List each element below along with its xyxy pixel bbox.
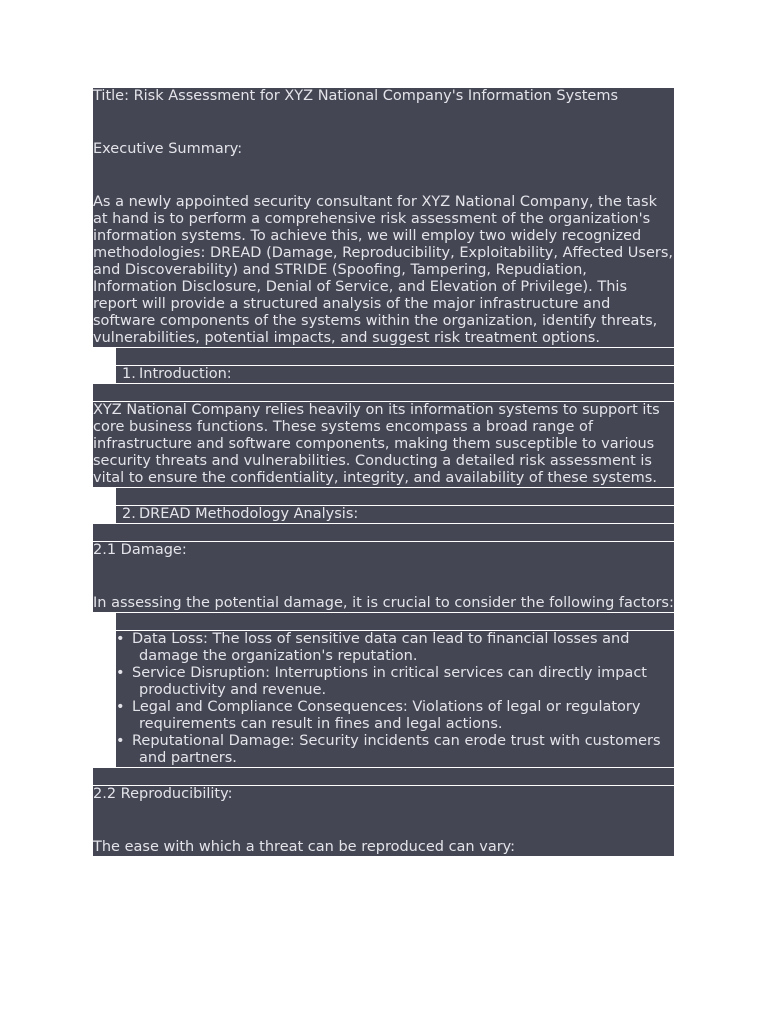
section-2-number: 2. — [122, 506, 136, 522]
subsection-2-1-text: In assessing the potential damage, it is crucial to consider the following factors: — [93, 595, 674, 611]
section-1-title: Introduction: — [139, 366, 232, 382]
executive-summary-heading: Executive Summary: — [93, 141, 243, 157]
section-1-number: 1. — [122, 366, 136, 382]
subsection-2-1-block — [93, 542, 674, 613]
spacer-block — [93, 384, 674, 402]
list-item: • Reputational Damage: Security incidents can erode trust with customers and partners. — [116, 733, 661, 766]
list-item: • Service Disruption: Interruptions in critical services can directly impact productivity and revenue. — [116, 665, 647, 698]
document-page — [93, 88, 674, 856]
list-item: • Data Loss: The loss of sensitive data can lead to financial losses and damage the organization's reputation. — [116, 631, 630, 664]
spacer-block — [116, 488, 674, 506]
subsection-2-1-heading: 2.1 Damage: — [93, 542, 187, 558]
section-2-title: DREAD Methodology Analysis: — [139, 506, 359, 522]
spacer-block — [116, 348, 674, 366]
document-title: Title: Risk Assessment for XYZ National Company's Information Systems — [93, 88, 619, 104]
damage-factors-list-block — [116, 631, 674, 768]
damage-factors-list — [116, 631, 674, 767]
section-1-heading — [116, 366, 674, 384]
subsection-2-2-heading: 2.2 Reproducibility: — [93, 786, 233, 802]
spacer-block — [93, 524, 674, 542]
executive-summary-text: As a newly appointed security consultant for XYZ National Company, the task at hand is to perform a comprehensive risk assessment of the organization's information systems. To achieve this, we will employ two widely recognized methodologies: DREAD (Damage, Reproducibility, Exploitability, Affected Users, and Discoverability) and STRIDE (Spoofing, Tampering, Repudiation, Information Disclosure, Denial of Service, and Elevation of Privilege). This report will provide a structured analysis of the major infrastructure and software components of the systems within the organization, identify threats, vulnerabilities, potential impacts, and suggest risk treatment options. — [93, 194, 674, 346]
subsection-2-2-block — [93, 786, 674, 856]
spacer-block — [93, 768, 674, 786]
section-1-text: XYZ National Company relies heavily on its information systems to support its core business functions. These systems encompass a broad range of infrastructure and software components, making them susceptible to various security threats and vulnerabilities. Conducting a detailed risk assessment is vital to ensure the confidentiality, integrity, and availability of these systems. — [93, 402, 674, 488]
section-2-heading — [116, 506, 674, 524]
spacer-block — [116, 613, 674, 631]
subsection-2-2-text: The ease with which a threat can be reproduced can vary: — [93, 839, 516, 855]
document-title-block — [93, 88, 674, 348]
list-item: • Legal and Compliance Consequences: Violations of legal or regulatory requirements can result in fines and legal actions. — [116, 699, 641, 732]
